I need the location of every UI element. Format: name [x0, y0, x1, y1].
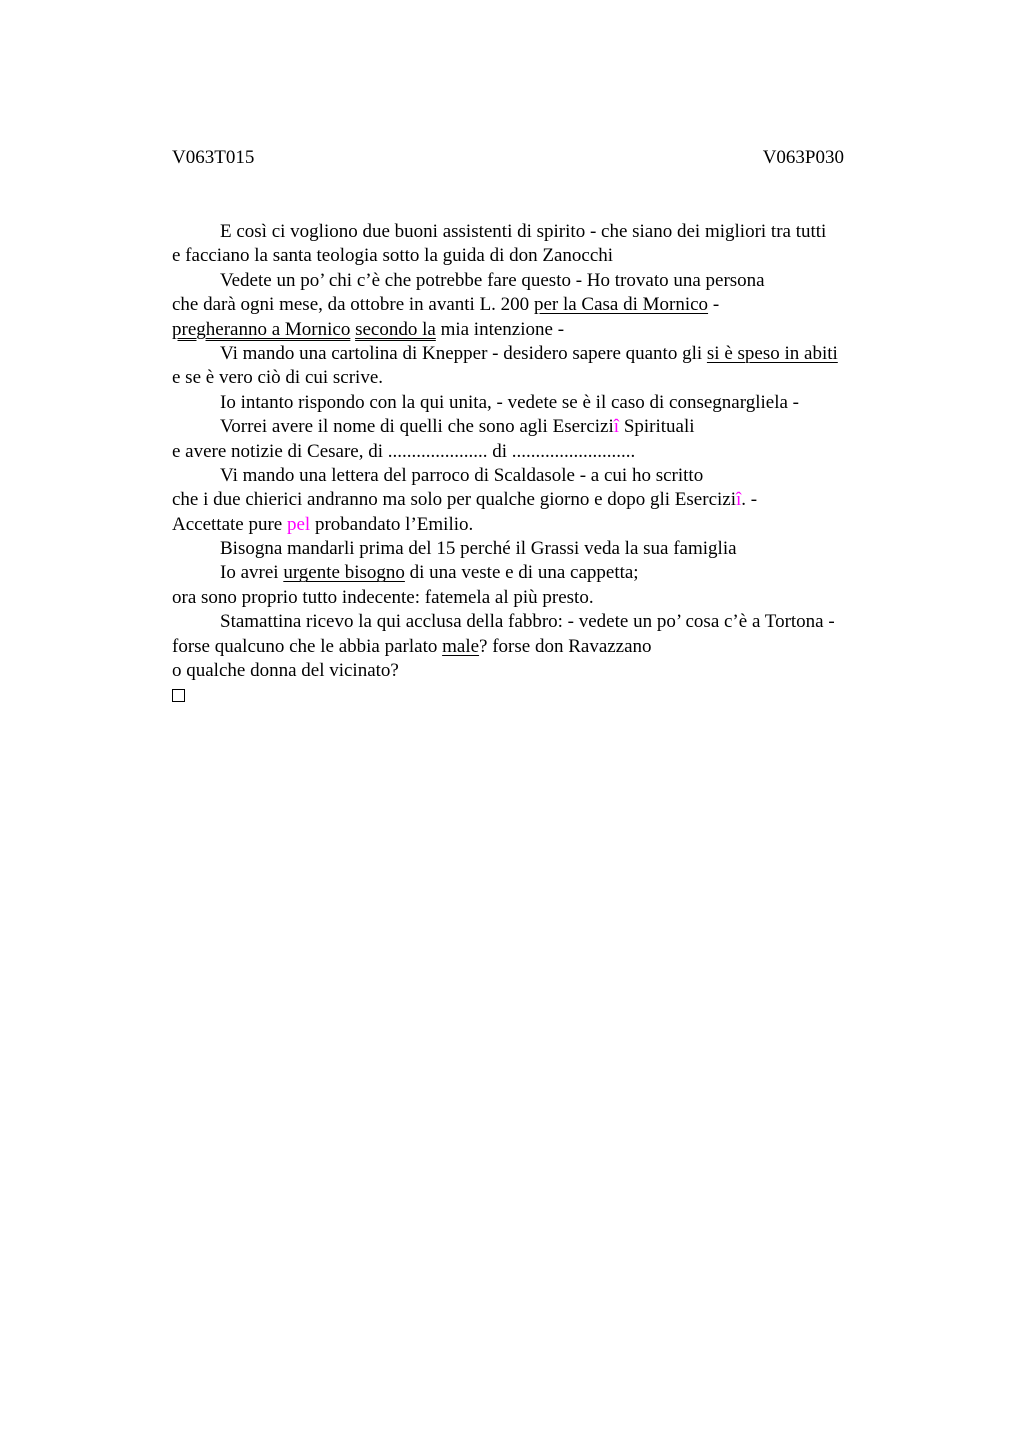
text-line	[172, 635, 912, 659]
underlined-text: pregheranno a Mornico	[172, 318, 351, 340]
text-segment: Spirituali	[619, 416, 695, 438]
document-code-left: V063T015	[172, 147, 255, 168]
underlined-text: urgente bisogno	[283, 562, 405, 584]
underlined-text: male	[442, 635, 480, 657]
text-line	[172, 244, 912, 268]
text-line	[172, 561, 912, 585]
text-line	[172, 415, 912, 439]
text-segment: ora sono proprio tutto indecente: fatemela al più presto.	[172, 586, 594, 608]
text-line	[172, 537, 912, 561]
text-line	[172, 610, 912, 634]
text-line	[172, 391, 912, 415]
underlined-text: per la Casa di Mornico	[533, 294, 709, 316]
text-line	[172, 464, 912, 488]
text-segment: o qualche donna del vicinato?	[172, 660, 399, 682]
text-line	[172, 342, 912, 366]
text-line	[172, 440, 912, 464]
end-marker-line	[172, 683, 912, 707]
text-line	[172, 586, 912, 610]
text-segment: Accettate pure	[172, 513, 287, 535]
text-segment: Io intanto rispondo con la qui unita, - vedete se è il caso di consegnargliela -	[220, 391, 799, 413]
text-segment: Io avrei	[220, 562, 284, 584]
text-segment: forse qualcuno che le abbia parlato	[172, 635, 443, 657]
text-line	[172, 318, 912, 342]
square-outline-icon	[172, 689, 185, 702]
highlighted-text: î	[613, 416, 620, 438]
text-segment: -	[708, 294, 720, 316]
text-segment: Bisogna mandarli prima del 15 perché il Grassi veda la sua famiglia	[220, 538, 737, 560]
document-code-right: V063P030	[762, 147, 844, 168]
text-line	[172, 293, 912, 317]
text-line	[172, 269, 912, 293]
underlined-text: secondo la	[355, 318, 436, 340]
text-segment: e avere notizie di Cesare, di ..................... di ..........................	[172, 440, 636, 462]
text-line	[172, 220, 912, 244]
text-segment: che i due chierici andranno ma solo per qualche giorno e dopo gli Esercizi	[172, 489, 736, 511]
text-segment: Vedete un po’ chi c’è che potrebbe fare questo - Ho trovato una persona	[220, 269, 765, 291]
highlighted-text: î	[736, 489, 742, 511]
underlined-text: si è speso in abiti	[706, 342, 838, 364]
text-segment: . -	[741, 489, 758, 511]
text-segment: e facciano la santa teologia sotto la guida di don Zanocchi	[172, 245, 614, 267]
text-segment: mia intenzione -	[435, 318, 565, 340]
text-segment: E così ci vogliono due buoni assistenti di spirito - che siano dei migliori tra tutti	[220, 221, 827, 242]
text-segment: Vi mando una lettera del parroco di Scaldasole - a cui ho scritto	[220, 464, 704, 486]
text-line	[172, 513, 912, 537]
text-segment: che darà ogni mese, da ottobre in avanti L. 200	[172, 294, 534, 316]
text-segment: Vi mando una cartolina di Knepper - desidero sapere quanto gli	[220, 342, 707, 364]
letter-body	[172, 220, 912, 708]
text-segment: di una veste e di una cappetta;	[404, 562, 639, 584]
text-segment: Vorrei avere il nome di quelli che sono agli Esercizi	[220, 416, 614, 438]
text-line	[172, 366, 912, 390]
highlighted-text: pel	[286, 513, 311, 535]
text-segment: Stamattina ricevo la qui acclusa della fabbro: - vedete un po’ cosa c’è a Tortona -	[220, 611, 835, 633]
text-line	[172, 488, 912, 512]
text-line	[172, 659, 912, 683]
text-segment: e se è vero ciò di cui scrive.	[172, 367, 384, 389]
text-segment: ? forse don Ravazzano	[479, 635, 652, 657]
text-segment: probandato l’Emilio.	[310, 513, 474, 535]
